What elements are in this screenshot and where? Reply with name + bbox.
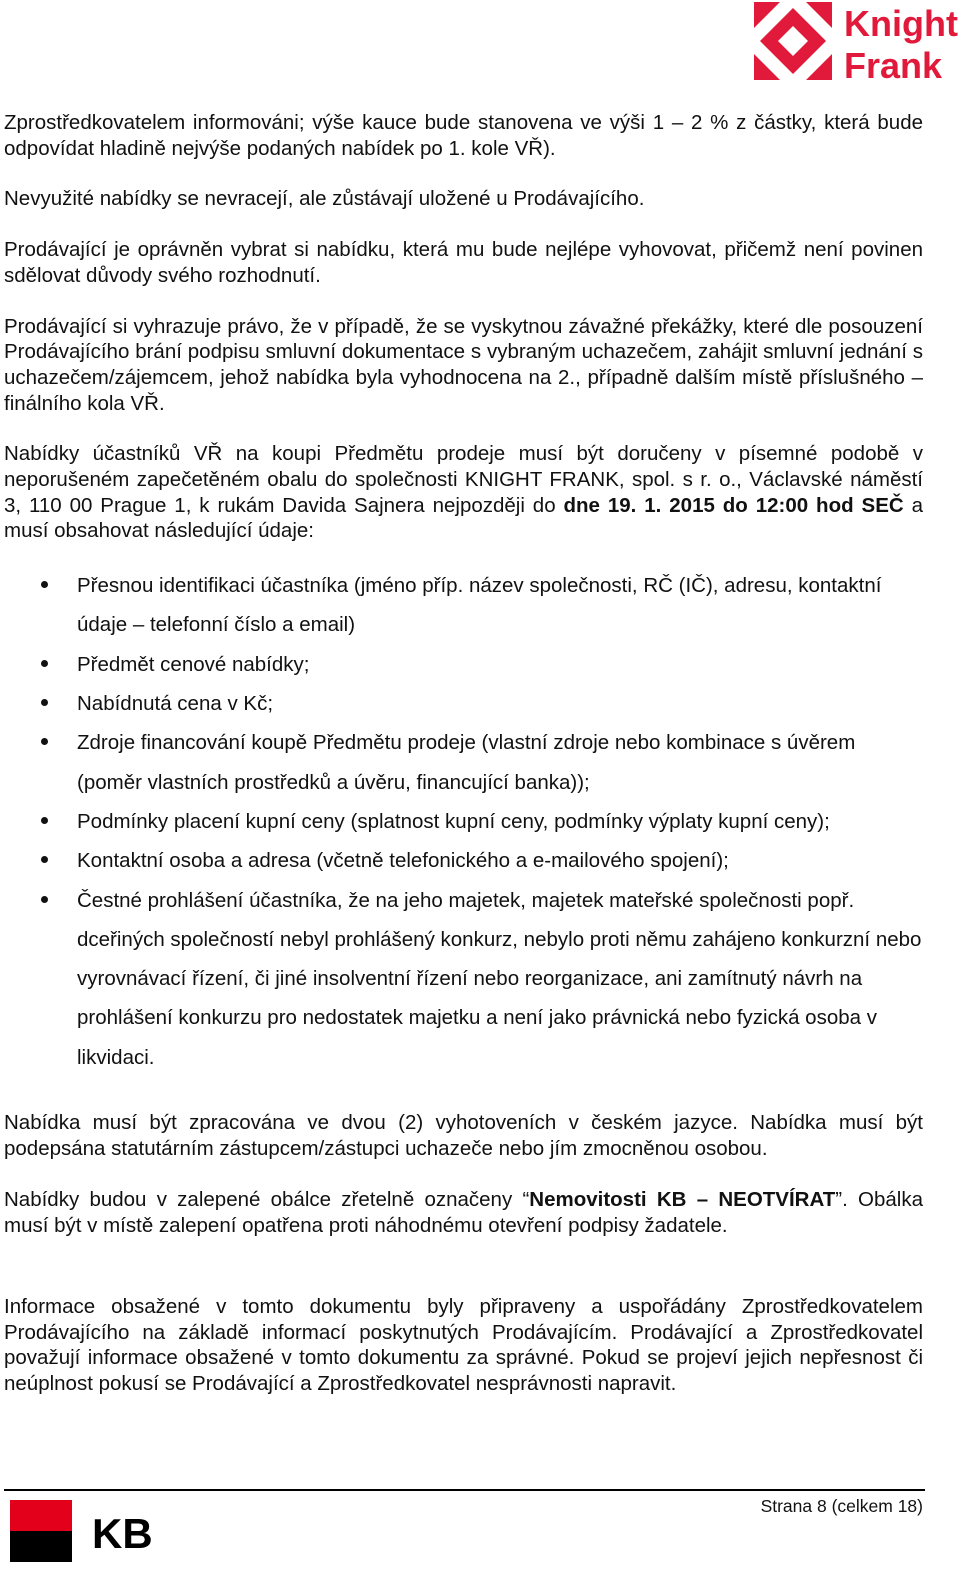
- brand-line2: Frank: [844, 45, 943, 84]
- bullet-icon: [41, 738, 48, 745]
- list-item: [4, 841, 923, 880]
- document-body: [4, 110, 923, 1397]
- paragraph-unused-offers: Nevyužité nabídky se nevracejí, ale zůstávají uložené u Prodávajícího.: [4, 187, 645, 211]
- list-item-text: Přesnou identifikaci účastníka (jméno příp. název společnosti, RČ (IČ), adresu, kontaktní údaje – telefonní číslo a email): [77, 574, 882, 637]
- bullet-icon: [41, 581, 48, 588]
- kb-logo-text: KB: [92, 1510, 153, 1557]
- envelope-text-end: ”. Obálka musí být v místě zalepení opatřena proti náhodnému otevření podpisy žadatele.: [4, 1188, 923, 1238]
- paragraph-seller-rights: Prodávající si vyhrazuje právo, že v případě, že se vyskytnou závažné překážky, které dle posouzení Prodávajícího brání podpisu smluvní dokumentace s vybraným uchazečem, zahájit smluvní jednání s uchazečem/zájemcem, jehož nabídka byla vyhodnocena na 2., případně dalším místě příslušného – finálního kola VŘ.: [4, 314, 923, 415]
- paragraph-deposit: Zprostředkovatelem informováni; výše kauce bude stanovena ve výši 1 – 2 % z částky, která bude odpovídat hladině nejvýše podaných nabídek po 1. kole VŘ).: [4, 111, 923, 160]
- delivery-text-end: a musí obsahovat následující údaje:: [4, 493, 923, 543]
- list-item: [4, 723, 923, 802]
- knight-frank-logo: [752, 0, 960, 84]
- list-item: [4, 684, 923, 723]
- envelope-label: Nemovitosti KB – NEOTVÍRAT: [529, 1188, 836, 1212]
- required-data-list: [4, 566, 923, 1077]
- list-item: [4, 802, 923, 841]
- paragraph-seller-choice: Prodávající je oprávněn vybrat si nabídku, která mu bude nejlépe vyhovovat, přičemž není povinen sdělovat důvody svého rozhodnutí.: [4, 238, 923, 287]
- list-item-text: Čestné prohlášení účastníka, že na jeho majetek, majetek mateřské společnosti popř. dceřiných společností nebyl prohlášený konkurz, nebylo proti němu zahájeno konkurzní nebo vyrovnávací řízení, či jiné insolventní řízení nebo reorganizace, ani zamítnutý návrh na prohlášení konkurzu pro nedostatek majetku a není jako právnická nebo fyzická osoba v likvidaci.: [77, 888, 922, 1069]
- paragraph-delivery: [4, 441, 923, 544]
- list-item-text: Nabídnutá cena v Kč;: [77, 692, 274, 716]
- list-item-text: Podmínky placení kupní ceny (splatnost kupní ceny, podmínky výplaty kupní ceny);: [77, 809, 830, 833]
- list-item: [4, 566, 923, 645]
- paragraph-disclaimer: Informace obsažené v tomto dokumentu byly připraveny a uspořádány Zprostředkovatelem Prodávajícího na základě informací poskytnutých Prodávajícím. Prodávající a Zprostředkovatel považují informace obsažené v tomto dokumentu za správné. Pokud se projeví jejich nepřesnost či neúplnost pokusí se Prodávající a Zprostředkovatel nesprávnosti napravit.: [4, 1294, 923, 1395]
- bullet-icon: [41, 856, 48, 863]
- bullet-icon: [41, 817, 48, 824]
- list-item-text: Kontaktní osoba a adresa (včetně telefonického a e-mailového spojení);: [77, 849, 729, 873]
- bullet-icon: [41, 699, 48, 706]
- paragraph-envelope: [4, 1187, 923, 1238]
- deadline: dne 19. 1. 2015 do 12:00 hod SEČ: [563, 493, 904, 517]
- list-item-text: Zdroje financování koupě Předmětu prodeje (vlastní zdroje nebo kombinace s úvěrem (poměr vlastních prostředků a úvěru, financující banka));: [77, 731, 856, 794]
- bullet-icon: [41, 660, 48, 667]
- bullet-icon: [41, 896, 48, 903]
- kb-bank-logo: [8, 1500, 193, 1566]
- list-item: [4, 645, 923, 684]
- delivery-text: Nabídky účastníků VŘ na koupi Předmětu prodeje musí být doručeny v písemné podobě v neporušeném zapečetěném obalu do společnosti KNIGHT FRANK, spol. s r. o., Václavské náměstí 3, 110 00 Prague 1, k rukám Davida Sajnera nejpozději do: [4, 442, 923, 517]
- list-item: [4, 881, 923, 1077]
- list-item-text: Předmět cenové nabídky;: [77, 652, 310, 676]
- paragraph-language: Nabídka musí být zpracována ve dvou (2) vyhotoveních v českém jazyce. Nabídka musí být podepsána statutárním zástupcem/zástupci uchazeče nebo jím zmocněnou osobou.: [4, 1111, 923, 1160]
- envelope-text: Nabídky budou v zalepené obálce zřetelně označeny “: [4, 1188, 530, 1212]
- brand-line1: Knight: [844, 3, 958, 44]
- page-number: Strana 8 (celkem 18): [760, 1496, 923, 1516]
- footer-divider: [4, 1489, 925, 1491]
